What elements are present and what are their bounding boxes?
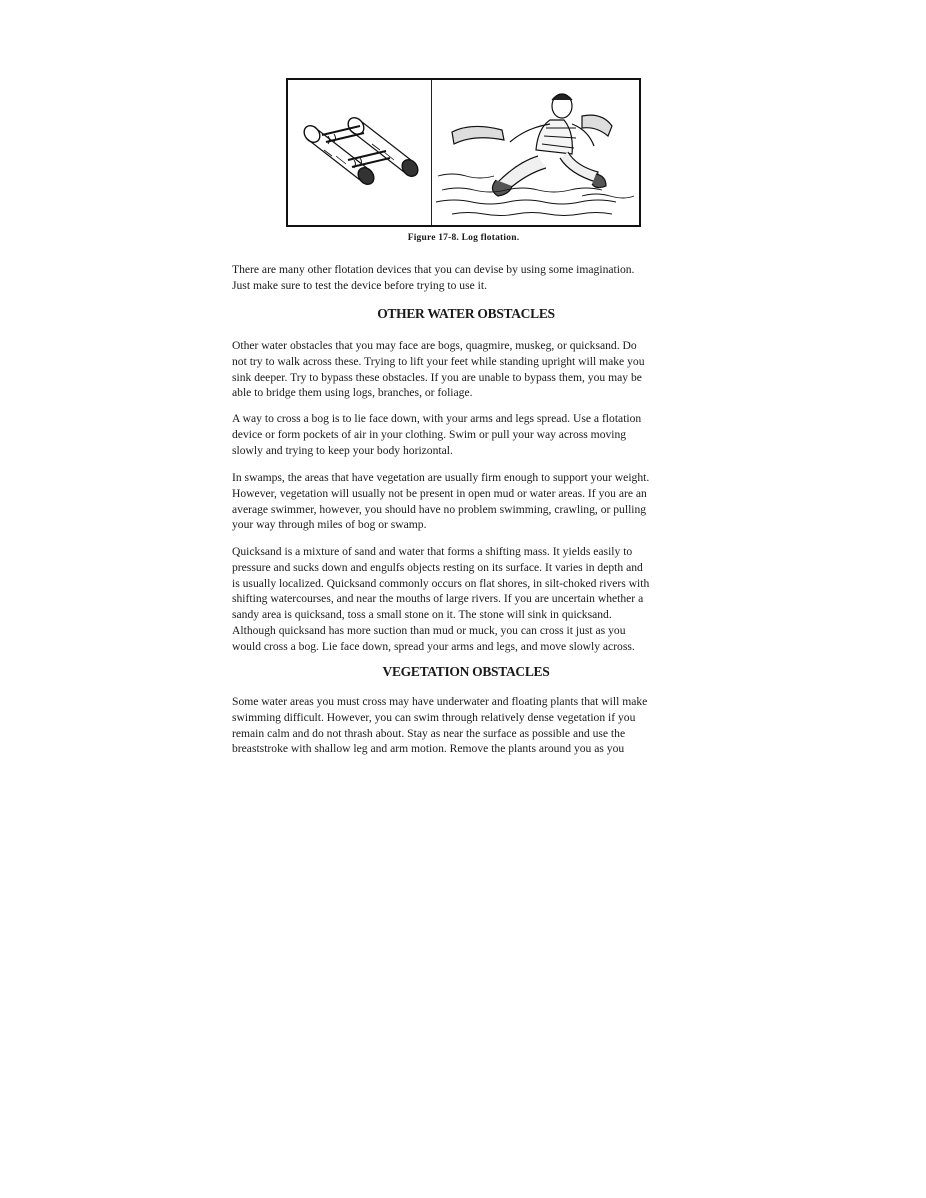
text-line: sink deeper. Try to bypass these obstacles. If you are unable to bypass them, you may be — [232, 370, 642, 384]
text-line: is usually localized. Quicksand commonly occurs on flat shores, in silt-choked rivers with — [232, 576, 650, 590]
text-line: In swamps, the areas that have vegetation are usually firm enough to support your weight. — [232, 471, 650, 484]
text-line: However, vegetation will usually not be present in open mud or water areas. If you are an — [232, 486, 647, 500]
text-line: Other water obstacles that you may face are bogs, quagmire, muskeg, or quicksand. Do — [232, 339, 637, 352]
text-line: slowly and trying to keep your body horizontal. — [232, 443, 453, 457]
text-line: shifting watercourses, and near the mouths of large rivers. If you are uncertain whether a — [232, 592, 644, 606]
text-line: would cross a bog. Lie face down, spread your arms and legs, and move slowly across. — [232, 639, 635, 653]
text-line: Some water areas you must cross may have underwater and floating plants that will make — [232, 695, 648, 708]
paragraph-intro — [232, 262, 700, 294]
log-raft-illustration — [288, 80, 431, 225]
paragraph — [232, 544, 700, 655]
figure-log-flotation — [286, 78, 641, 227]
text-line: Although quicksand has more suction than mud or muck, you can cross it just as you — [232, 623, 626, 637]
text-line: A way to cross a bog is to lie face down, with your arms and legs spread. Use a flotation — [232, 412, 642, 425]
paragraph — [232, 470, 700, 533]
text-line: Quicksand is a mixture of sand and water that forms a shifting mass. It yields easily to — [232, 545, 633, 558]
text-line: average swimmer, however, you should have no problem swimming, crawling, or pulling — [232, 502, 647, 516]
text-line: sandy area is quicksand, toss a small stone on it. The stone will sink in quicksand. — [232, 608, 612, 622]
text-line: remain calm and do not thrash about. Stay as near the surface as possible and use the — [232, 726, 626, 740]
text-line: not try to walk across these. Trying to lift your feet while standing upright will make you — [232, 354, 645, 368]
paragraph — [232, 694, 700, 757]
text-line: Just make sure to test the device before trying to use it. — [232, 278, 487, 292]
paragraph — [232, 411, 700, 458]
text-line: able to bridge them using logs, branches, or foliage. — [232, 386, 473, 400]
text-line: There are many other flotation devices that you can devise by using some imagination. — [232, 263, 635, 276]
paragraph — [232, 338, 700, 401]
person-on-log-float-illustration — [432, 80, 639, 225]
text-line: device or form pockets of air in your clothing. Swim or pull your way across moving — [232, 427, 627, 441]
text-line: pressure and sucks down and engulfs objects resting on its surface. It varies in depth and — [232, 560, 643, 574]
section-heading-vegetation-obstacles: VEGETATION OBSTACLES — [382, 664, 550, 679]
section-heading-other-water-obstacles: OTHER WATER OBSTACLES — [377, 306, 555, 321]
text-line: breaststroke with shallow leg and arm motion. Remove the plants around you as you — [232, 742, 625, 756]
figure-caption: Figure 17-8. Log flotation. — [407, 233, 520, 243]
text-line: swimming difficult. However, you can swim through relatively dense vegetation if you — [232, 710, 636, 724]
text-line: your way through miles of bog or swamp. — [232, 518, 427, 532]
